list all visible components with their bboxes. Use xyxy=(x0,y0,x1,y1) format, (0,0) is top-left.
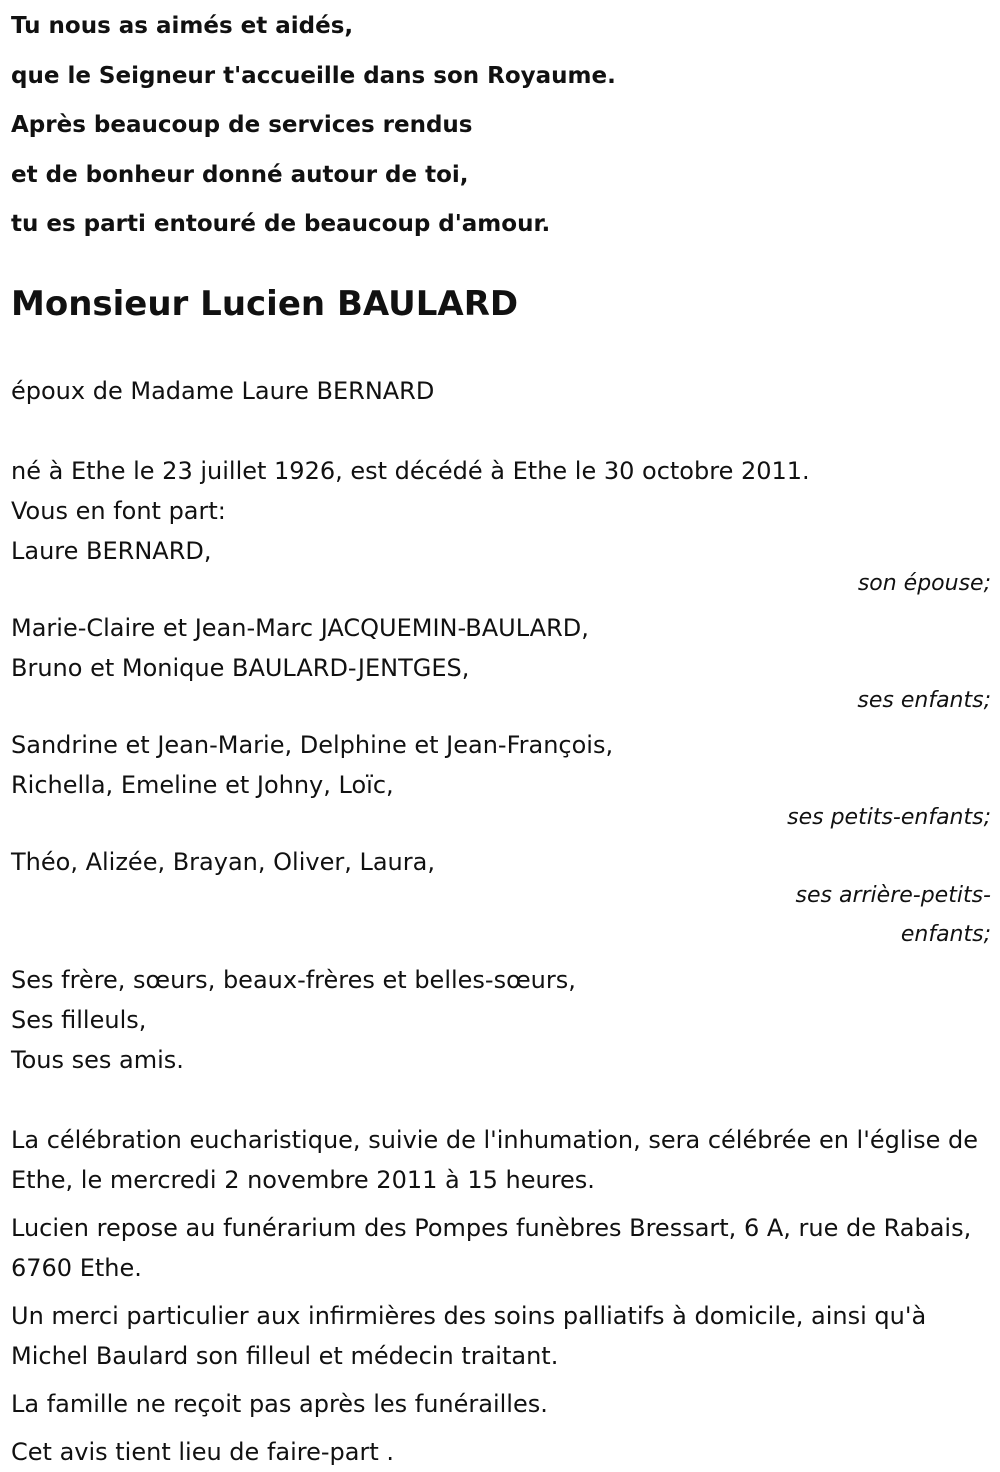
birth-death-line: né à Ethe le 23 juillet 1926, est décédé à Ethe le 30 octobre 2011. xyxy=(11,456,810,485)
family-line: Richella, Emeline et Johny, Loïc, xyxy=(11,770,394,799)
no-reception-paragraph: La famille ne reçoit pas après les funérailles. xyxy=(11,1389,548,1418)
family-role: ses petits-enfants; xyxy=(787,804,991,830)
relatives-line: Tous ses amis. xyxy=(11,1045,184,1074)
thanks-paragraph: Un merci particulier aux infirmières des soins palliatifs à domicile, ainsi qu'à Michel Baulard son filleul et médecin traitant. xyxy=(11,1301,927,1370)
poem-line: tu es parti entouré de beaucoup d'amour. xyxy=(11,211,551,237)
family-group-children xyxy=(11,608,991,719)
family-group-spouse xyxy=(11,531,991,602)
family-line: Laure BERNARD, xyxy=(11,536,212,565)
family-role: son épouse; xyxy=(857,570,991,596)
poem-line: que le Seigneur t'accueille dans son Royaume. xyxy=(11,62,616,89)
family-role: ses arrière-petits-enfants; xyxy=(795,882,991,947)
poem-line: Après beaucoup de services rendus xyxy=(11,112,473,138)
poem xyxy=(11,2,991,250)
family-group-grandchildren xyxy=(11,725,991,836)
family-line: Sandrine et Jean-Marie, Delphine et Jean-François, xyxy=(11,730,614,759)
family-group-great-grandchildren xyxy=(11,842,991,954)
poem-line: et de bonheur donné autour de toi, xyxy=(11,161,469,188)
family-line: Marie-Claire et Jean-Marc JACQUEMIN-BAULARD, xyxy=(11,613,589,642)
poem-line: Tu nous as aimés et aidés, xyxy=(11,13,354,39)
relatives-line: Ses filleuls, xyxy=(11,1005,147,1034)
relatives-line: Ses frère, sœurs, beaux-frères et belles-sœurs, xyxy=(11,965,576,994)
notice-paragraph: Cet avis tient lieu de faire-part . xyxy=(11,1437,395,1466)
announcement-intro: Vous en font part: xyxy=(11,496,226,525)
ceremony-paragraph: La célébration eucharistique, suivie de l'inhumation, sera célébrée en l'église de Ethe, le mercredi 2 novembre 2011 à 15 heures. xyxy=(11,1125,979,1194)
family-line: Théo, Alizée, Brayan, Oliver, Laura, xyxy=(11,847,435,876)
spouse-line: époux de Madame Laure BERNARD xyxy=(11,376,435,405)
family-line: Bruno et Monique BAULARD-JENTGES, xyxy=(11,653,470,682)
deceased-name: Monsieur Lucien BAULARD xyxy=(11,283,519,324)
other-relatives xyxy=(11,960,991,1080)
obituary-notice xyxy=(11,0,991,1472)
family-role: ses enfants; xyxy=(857,687,991,713)
funeral-home-paragraph: Lucien repose au funérarium des Pompes funèbres Bressart, 6 A, rue de Rabais, 6760 Ethe. xyxy=(11,1213,972,1282)
